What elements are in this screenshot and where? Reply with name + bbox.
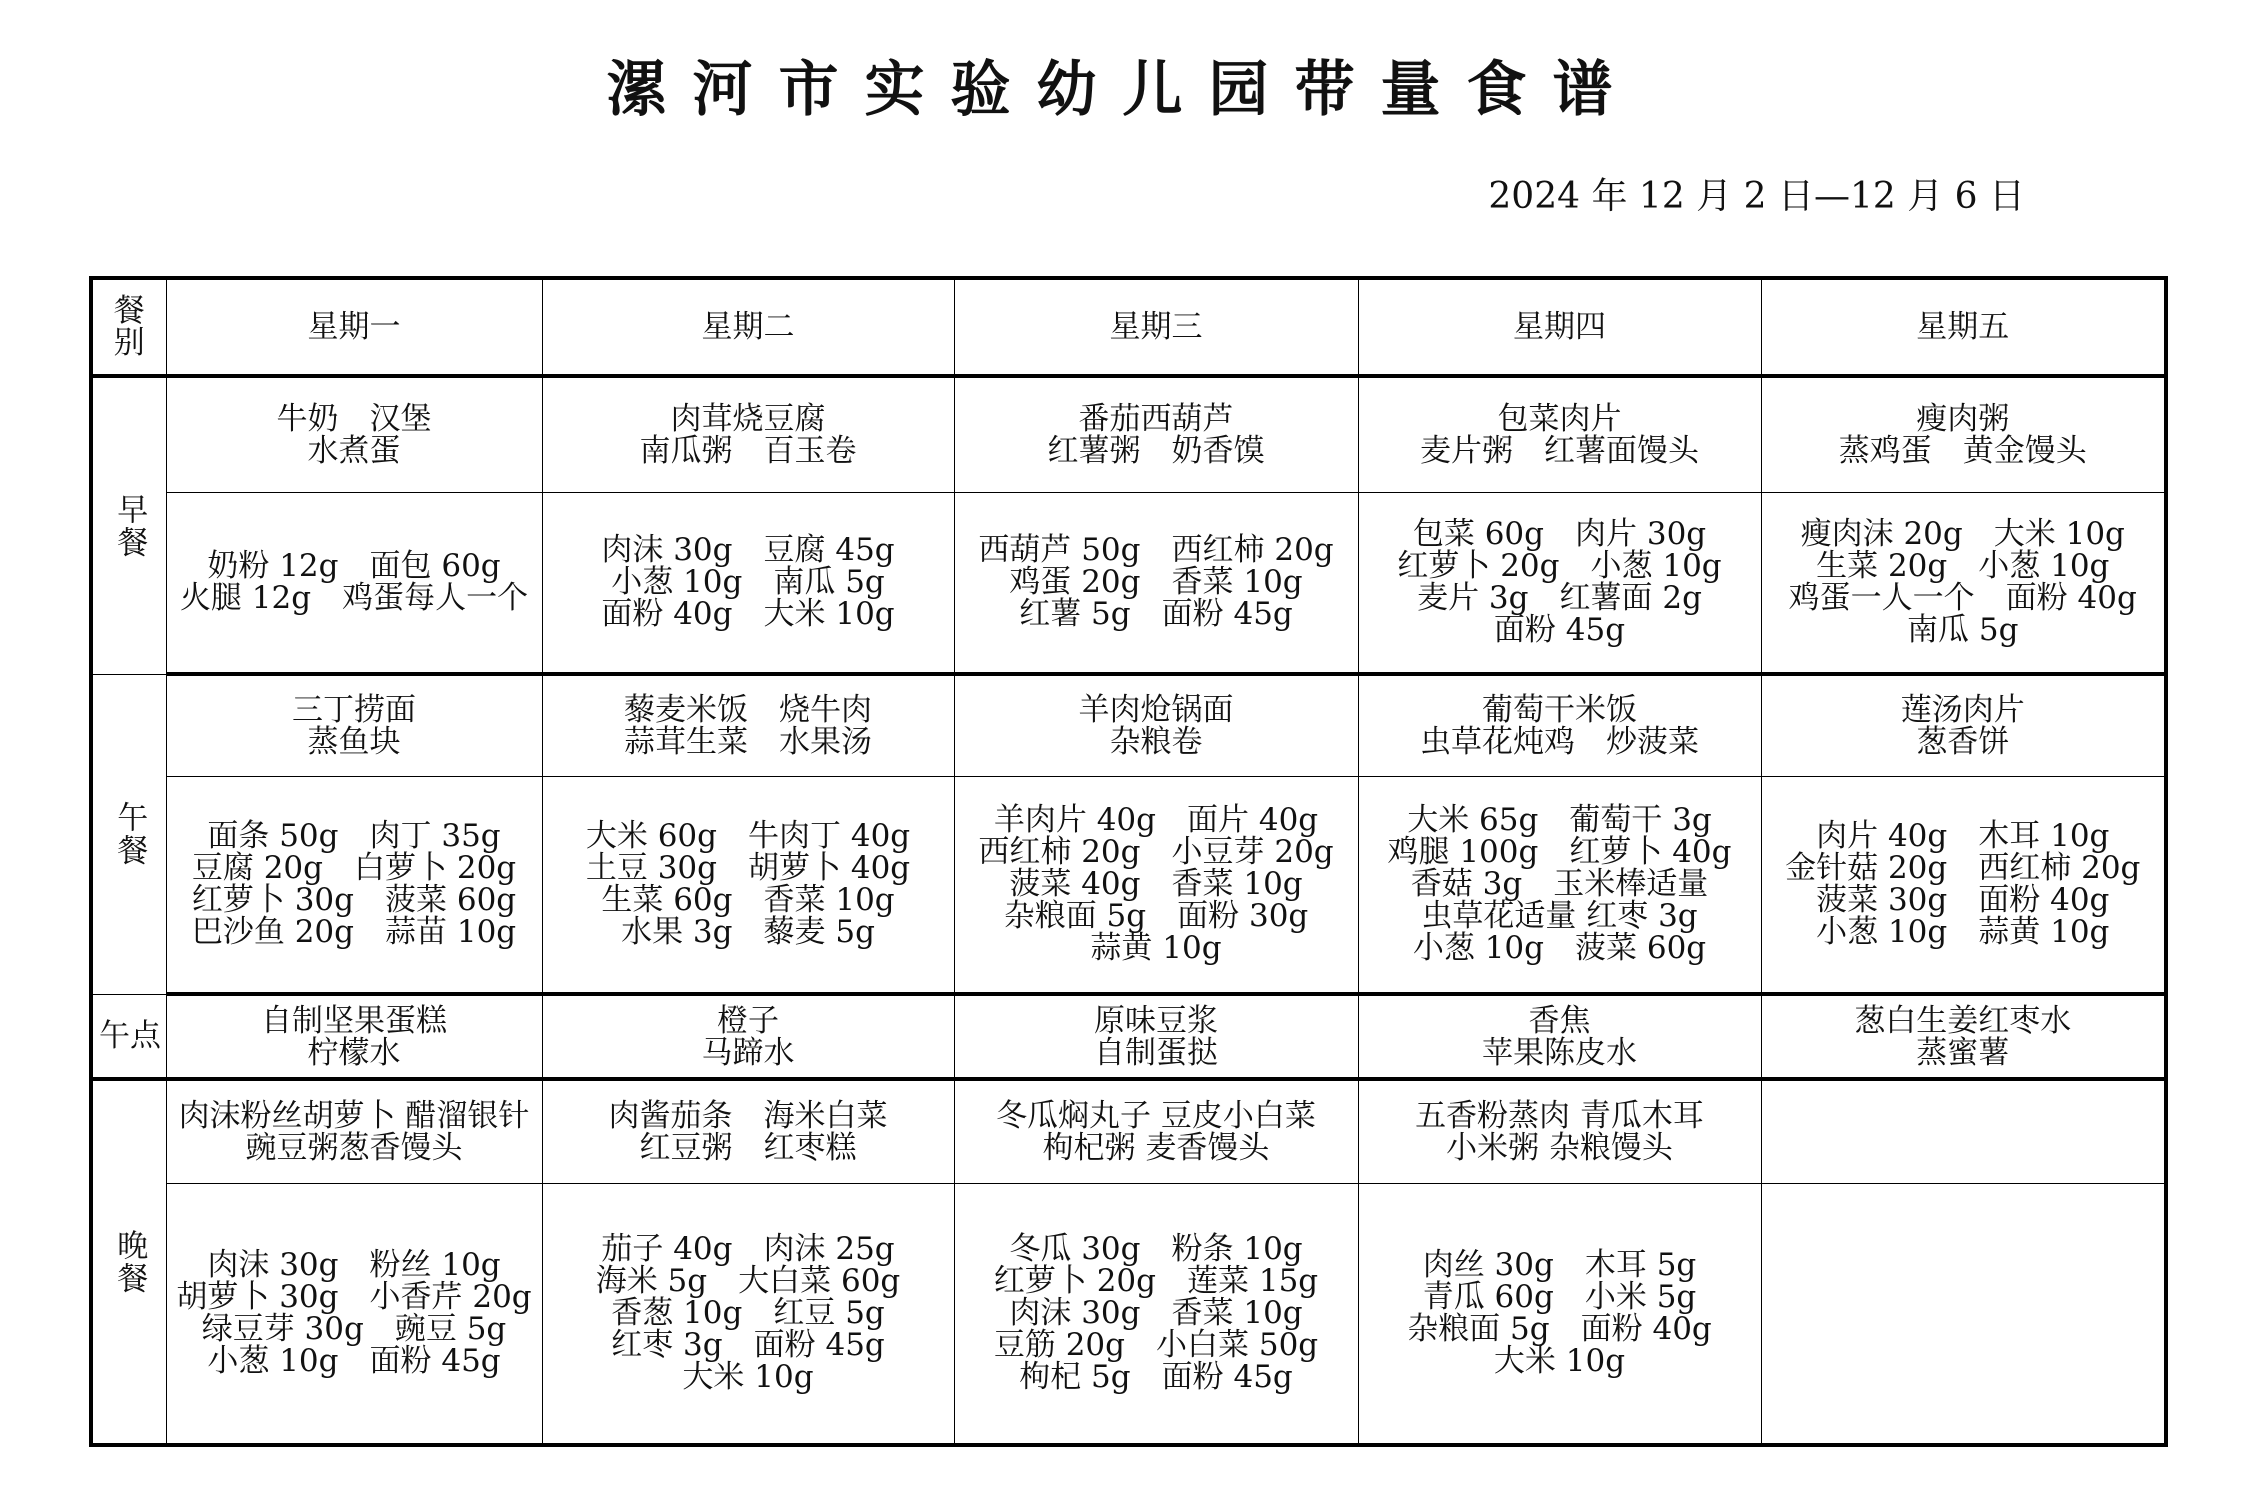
ingredient-cell: 肉丝 30g 木耳 5g 青瓜 60g 小米 5g 杂粮面 5g 面粉 40g 大米 10g <box>1358 1183 1761 1445</box>
meal-label-breakfast: 早餐 <box>91 376 166 674</box>
ingredient-cell: 包菜 60g 肉片 30g 红萝卜 20g 小葱 10g 麦片 3g 红薯面 2g 面粉 45g <box>1358 492 1761 674</box>
dish-cell: 莲汤肉片 葱香饼 <box>1761 674 2166 776</box>
header-row <box>91 278 2166 376</box>
page-title: 漯河市实验幼儿园带量食谱 <box>606 55 1639 125</box>
ingredient-cell: 西葫芦 50g 西红柿 20g 鸡蛋 20g 香菜 10g 红薯 5g 面粉 45g <box>954 492 1358 674</box>
day-header-mon: 星期一 <box>166 278 542 376</box>
meal-label-lunch: 午餐 <box>91 674 166 994</box>
meal-type-header: 餐 别 <box>91 278 166 376</box>
meal-label-dinner: 晚餐 <box>91 1079 166 1445</box>
day-header-tue: 星期二 <box>542 278 954 376</box>
lunch-ingredient-row <box>91 776 2166 994</box>
snack-row <box>91 994 2166 1079</box>
dish-cell: 肉茸烧豆腐 南瓜粥 百玉卷 <box>542 376 954 492</box>
ingredient-cell: 冬瓜 30g 粉条 10g 红萝卜 20g 莲菜 15g 肉沫 30g 香菜 10g 豆筋 20g 小白菜 50g 枸杞 5g 面粉 45g <box>954 1183 1358 1445</box>
dish-cell: 羊肉炝锅面 杂粮卷 <box>954 674 1358 776</box>
dish-cell: 肉沫粉丝胡萝卜 醋溜银针 豌豆粥葱香馒头 <box>166 1079 542 1183</box>
ingredient-cell: 肉片 40g 木耳 10g 金针菇 20g 西红柿 20g 菠菜 30g 面粉 40g 小葱 10g 蒜黄 10g <box>1761 776 2166 994</box>
dish-cell: 橙子 马蹄水 <box>542 994 954 1079</box>
dish-cell: 牛奶 汉堡 水煮蛋 <box>166 376 542 492</box>
ingredient-cell: 肉沫 30g 豆腐 45g 小葱 10g 南瓜 5g 面粉 40g 大米 10g <box>542 492 954 674</box>
empty-cell <box>1761 1079 2166 1183</box>
ingredient-cell: 大米 60g 牛肉丁 40g 土豆 30g 胡萝卜 40g 生菜 60g 香菜 10g 水果 3g 藜麦 5g <box>542 776 954 994</box>
day-header-wed: 星期三 <box>954 278 1358 376</box>
dish-cell: 香焦 苹果陈皮水 <box>1358 994 1761 1079</box>
ingredient-cell: 肉沫 30g 粉丝 10g 胡萝卜 30g 小香芹 20g 绿豆芽 30g 豌豆 5g 小葱 10g 面粉 45g <box>166 1183 542 1445</box>
dish-cell: 原味豆浆 自制蛋挞 <box>954 994 1358 1079</box>
dish-cell: 番茄西葫芦 红薯粥 奶香馍 <box>954 376 1358 492</box>
dish-cell: 五香粉蒸肉 青瓜木耳 小米粥 杂粮馒头 <box>1358 1079 1761 1183</box>
dish-cell: 葡萄干米饭 虫草花炖鸡 炒菠菜 <box>1358 674 1761 776</box>
day-header-fri: 星期五 <box>1761 278 2166 376</box>
empty-cell <box>1761 1183 2166 1445</box>
ingredient-cell: 面条 50g 肉丁 35g 豆腐 20g 白萝卜 20g 红萝卜 30g 菠菜 60g 巴沙鱼 20g 蒜苗 10g <box>166 776 542 994</box>
ingredient-cell: 羊肉片 40g 面片 40g 西红柿 20g 小豆芽 20g 菠菜 40g 香菜 10g 杂粮面 5g 面粉 30g 蒜黄 10g <box>954 776 1358 994</box>
ingredient-cell: 茄子 40g 肉沫 25g 海米 5g 大白菜 60g 香葱 10g 红豆 5g 红枣 3g 面粉 45g 大米 10g <box>542 1183 954 1445</box>
dish-cell: 肉酱茄条 海米白菜 红豆粥 红枣糕 <box>542 1079 954 1183</box>
dish-cell: 冬瓜焖丸子 豆皮小白菜 枸杞粥 麦香馒头 <box>954 1079 1358 1183</box>
ingredient-cell: 瘦肉沫 20g 大米 10g 生菜 20g 小葱 10g 鸡蛋一人一个 面粉 40g 南瓜 5g <box>1761 492 2166 674</box>
date-range: 2024 年 12 月 2 日—12 月 6 日 <box>1488 176 2025 217</box>
dish-cell: 包菜肉片 麦片粥 红薯面馒头 <box>1358 376 1761 492</box>
breakfast-dish-row <box>91 376 2166 492</box>
dish-cell: 三丁捞面 蒸鱼块 <box>166 674 542 776</box>
day-header-thu: 星期四 <box>1358 278 1761 376</box>
menu-table <box>89 276 2168 1447</box>
dish-cell: 藜麦米饭 烧牛肉 蒜茸生菜 水果汤 <box>542 674 954 776</box>
dish-cell: 自制坚果蛋糕 柠檬水 <box>166 994 542 1079</box>
lunch-dish-row <box>91 674 2166 776</box>
breakfast-ingredient-row <box>91 492 2166 674</box>
dinner-ingredient-row <box>91 1183 2166 1445</box>
ingredient-cell: 大米 65g 葡萄干 3g 鸡腿 100g 红萝卜 40g 香菇 3g 玉米棒适量 虫草花适量 红枣 3g 小葱 10g 菠菜 60g <box>1358 776 1761 994</box>
ingredient-cell: 奶粉 12g 面包 60g 火腿 12g 鸡蛋每人一个 <box>166 492 542 674</box>
dinner-dish-row <box>91 1079 2166 1183</box>
meal-label-snack: 午点 <box>91 994 166 1079</box>
dish-cell: 葱白生姜红枣水 蒸蜜薯 <box>1761 994 2166 1079</box>
dish-cell: 瘦肉粥 蒸鸡蛋 黄金馒头 <box>1761 376 2166 492</box>
